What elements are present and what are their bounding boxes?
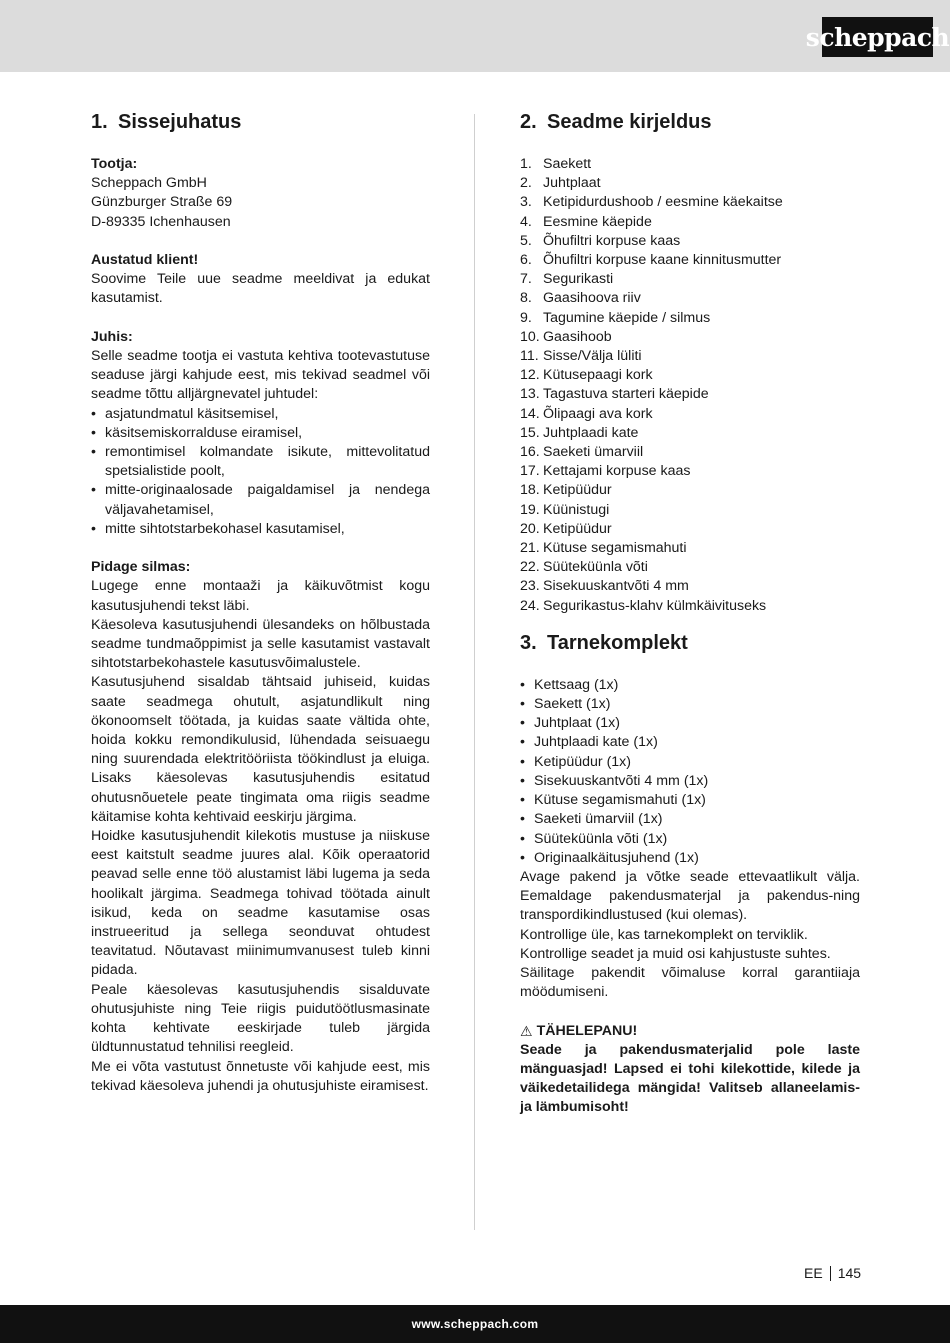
unpack-block	[520, 868, 860, 1002]
part-name: Õhufiltri korpuse kaane kinnitusmutter	[543, 252, 782, 269]
part-number: 24.	[520, 597, 540, 614]
manufacturer-line: Scheppach GmbH	[91, 175, 207, 192]
part-number: 6.	[520, 252, 532, 269]
unpack-text: Avage pakend ja võtke seade ettevaatlikult välja. Eemaldage pakendusmaterjal ja pakendus-ning transpordikindlustused (kui olemas).	[520, 868, 860, 924]
part-name: Saeketi ümarviil	[543, 444, 644, 461]
list-item	[520, 270, 860, 289]
footer-url[interactable]: www.scheppach.com	[411, 1317, 539, 1331]
part-name: Juhtplaadi kate	[543, 424, 639, 441]
part-number: 8.	[520, 290, 532, 307]
note-block	[91, 328, 430, 539]
list-item	[520, 309, 860, 328]
attention-block	[91, 558, 430, 1096]
part-name: Kütuse segamismahuti	[543, 540, 687, 557]
part-name: Segurikasti	[543, 271, 614, 288]
attention-label: Pidage silmas:	[91, 559, 191, 576]
part-name: Saekett	[543, 156, 592, 172]
list-item: • Sisekuuskantvõti 4 mm (1x)	[520, 772, 860, 791]
list-item: • Ketipüüdur (1x)	[520, 753, 860, 772]
list-item	[520, 558, 860, 577]
warning-text: Seade ja pakendusmaterjalid pole laste mänguasjad! Lapsed ei tohi kilekottide, kilede ja väikedetailidega mängida! Valitseb allaneelamis- ja lämbumisoht!	[520, 1041, 860, 1116]
list-item	[520, 193, 860, 212]
list-item	[520, 347, 860, 366]
warning-label: TÄHELEPANU!	[536, 1022, 638, 1039]
part-number: 22.	[520, 559, 540, 576]
attention-paragraph: Lugege enne montaaži ja käikuvõtmist kogu kasutusjuhendi tekst läbi.	[91, 578, 430, 614]
list-item	[520, 481, 860, 500]
part-number: 16.	[520, 444, 540, 461]
list-item	[520, 405, 860, 424]
list-item: • Süüteküünla võti (1x)	[520, 830, 860, 849]
part-number: 21.	[520, 540, 540, 557]
customer-text: Soovime Teile uue seadme meeldivat ja edukat kasutamist.	[91, 271, 430, 307]
part-number: 4.	[520, 213, 532, 230]
note-bullet-list	[91, 405, 430, 539]
part-number: 3.	[520, 194, 532, 211]
list-item	[520, 577, 860, 596]
list-item	[520, 155, 860, 174]
list-item: • Juhtplaat (1x)	[520, 714, 860, 733]
warning-block	[520, 1022, 860, 1118]
part-number: 2.	[520, 175, 532, 192]
manufacturer-block	[91, 155, 430, 232]
part-number: 5.	[520, 232, 532, 249]
list-item: • remontimisel kolmandate isikute, mittevolitatud spetsialistide poolt,	[91, 443, 430, 481]
warning-title	[520, 1022, 860, 1041]
list-item: • Saeketi ümarviil (1x)	[520, 810, 860, 829]
list-item: • Kettsaag (1x)	[520, 676, 860, 695]
attention-paragraph: Me ei võta vastutust õnnetuste või kahjude eest, mis tekivad käesoleva juhendi ja ohutusjuhiste eiramisest.	[91, 1058, 430, 1094]
keep-text: Säilitage pakendit võimaluse korral garantiiaja möödumiseni.	[520, 964, 860, 1001]
page-number	[804, 1265, 861, 1281]
list-item	[520, 443, 860, 462]
customer-label: Austatud klient!	[91, 252, 199, 268]
list-item: • Juhtplaadi kate (1x)	[520, 733, 860, 752]
part-name: Küünistugi	[543, 501, 610, 518]
part-number: 18.	[520, 482, 540, 499]
page-number-separator	[830, 1266, 831, 1281]
part-number: 9.	[520, 309, 532, 326]
manufacturer-label: Tootja:	[91, 156, 138, 172]
section-heading-description: 2. Seadme kirjeldus	[520, 111, 712, 133]
note-label: Juhis:	[91, 328, 133, 345]
list-item	[520, 232, 860, 251]
part-name: Juhtplaat	[543, 175, 601, 192]
list-item: • mitte-originaalosade paigaldamisel ja nendega väljavahetamisel,	[91, 481, 430, 519]
part-name: Kütusepaagi kork	[543, 367, 653, 384]
check-text: Kontrollige seadet ja muid osi kahjustuste suhtes.	[520, 945, 831, 962]
part-name: Õhufiltri korpuse kaas	[543, 232, 681, 249]
part-name: Tagastuva starteri käepide	[543, 386, 709, 403]
page-number-value: 145	[837, 1265, 862, 1281]
part-name: Ketipüüdur	[543, 520, 612, 537]
column-divider	[474, 114, 475, 1230]
part-name: Eesmine käepide	[543, 213, 652, 230]
part-name: Õlipaagi ava kork	[543, 405, 653, 422]
part-name: Tagumine käepide / silmus	[543, 309, 711, 326]
section-heading-delivery: 3. Tarnekomplekt	[520, 631, 688, 654]
footer-bar	[0, 1305, 950, 1343]
warning-triangle-icon: ⚠	[520, 1022, 533, 1039]
list-item	[520, 366, 860, 385]
attention-paragraph: Hoidke kasutusjuhendit kilekotis mustuse ja niiskuse eest kaitstult seadme juures alal. Kõik operaatorid peavad selle enne töö alustamist läbi lugema ja seda hoolikalt järgima. Seadmega tohivad töötada ainult isikud, keda on seadme kasutamise osas instrueeritud ja sellega seonduvat ohtudest teavitatud. Nõutavast miinimumvanusest tuleb kinni pidada.	[91, 828, 430, 979]
parts-list	[520, 155, 860, 616]
part-number: 20.	[520, 520, 540, 537]
attention-paragraph: Kasutusjuhend sisaldab tähtsaid juhiseid, kuidas saate seadmega ohutult, asjatundlikult ning ökonoomselt töötada, ja kuidas saate vältida ohte, hoida kokku remondikulusid, lühendada seisuaegu ning suurendada elektritööriista töökindlust ja eluiga. Lisaks käesolevas kasutusjuhendis esitatud ohutusnõuetele peate tingimata oma riigis seadme käitamise kohta kehtivaid eeskirju järgima.	[91, 674, 430, 825]
list-item	[520, 424, 860, 443]
part-number: 14.	[520, 405, 540, 422]
part-name: Segurikastus-klahv külmkäivituseks	[543, 597, 767, 614]
part-number: 11.	[520, 348, 539, 365]
part-name: Süüteküünla võti	[543, 559, 648, 576]
scheppach-logo: scheppach	[822, 17, 933, 57]
language-code: EE	[804, 1265, 823, 1281]
part-number: 12.	[520, 367, 540, 384]
note-text: Selle seadme tootja ei vastuta kehtiva tootevastutuse seaduse järgi kahjude eest, mis tekivad seadmel või seadme tõttu alljärgnevatel juhtudel:	[91, 348, 430, 403]
list-item	[520, 520, 860, 539]
list-item	[520, 597, 860, 616]
list-item	[520, 289, 860, 308]
part-number: 15.	[520, 424, 540, 441]
part-name: Sisekuuskantvõti 4 mm	[543, 578, 689, 595]
list-item: • Saekett (1x)	[520, 695, 860, 714]
part-number: 10.	[520, 328, 540, 345]
list-item	[520, 174, 860, 193]
left-column	[91, 109, 430, 1115]
part-name: Sisse/Välja lüliti	[543, 348, 642, 365]
list-item: • mitte sihtotstarbekohasel kasutamisel,	[91, 520, 430, 539]
list-item	[520, 328, 860, 347]
attention-paragraph: Käesoleva kasutusjuhendi ülesandeks on hõlbustada seadme tundmaõppimist ja selle kasutamist vastavalt sihtotstarbekohastele kasutusvõimalustele.	[91, 616, 430, 672]
manufacturer-line: Günzburger Straße 69	[91, 194, 233, 211]
customer-block	[91, 251, 430, 309]
list-item: • käsitsemiskorralduse eiramisel,	[91, 424, 430, 443]
list-item: • Kütuse segamismahuti (1x)	[520, 791, 860, 810]
part-name: Ketipüüdur	[543, 482, 612, 499]
attention-paragraph: Peale käesolevas kasutusjuhendis sisalduvate ohutusjuhiste ning Teie riigis puidutöötlusmasinate kohta kehtivate eeskirjade tuleb järgida üldtunnustatud tehnilisi reegleid.	[91, 981, 430, 1056]
list-item: • asjatundmatul käsitsemisel,	[91, 405, 430, 424]
part-number: 19.	[520, 501, 540, 518]
list-item	[520, 462, 860, 481]
list-item	[520, 501, 860, 520]
part-number: 13.	[520, 386, 540, 403]
list-item	[520, 539, 860, 558]
part-number: 23.	[520, 578, 540, 595]
list-item	[520, 251, 860, 270]
part-name: Gaasihoob	[543, 328, 612, 345]
part-name: Kettajami korpuse kaas	[543, 463, 691, 480]
part-name: Ketipidurdushoob / eesmine käekaitse	[543, 194, 783, 211]
manufacturer-line: D-89335 Ichenhausen	[91, 213, 231, 230]
delivery-list	[520, 676, 860, 868]
right-column	[520, 109, 860, 1118]
section-heading-introduction: 1. Sissejuhatus	[91, 111, 242, 133]
list-item	[520, 385, 860, 404]
part-number: 7.	[520, 271, 532, 288]
part-name: Gaasihoova riiv	[543, 290, 641, 307]
list-item: • Originaalkäitusjuhend (1x)	[520, 849, 860, 868]
list-item	[520, 213, 860, 232]
check-text: Kontrollige üle, kas tarnekomplekt on terviklik.	[520, 926, 808, 943]
part-number: 1.	[520, 156, 532, 172]
part-number: 17.	[520, 463, 540, 480]
